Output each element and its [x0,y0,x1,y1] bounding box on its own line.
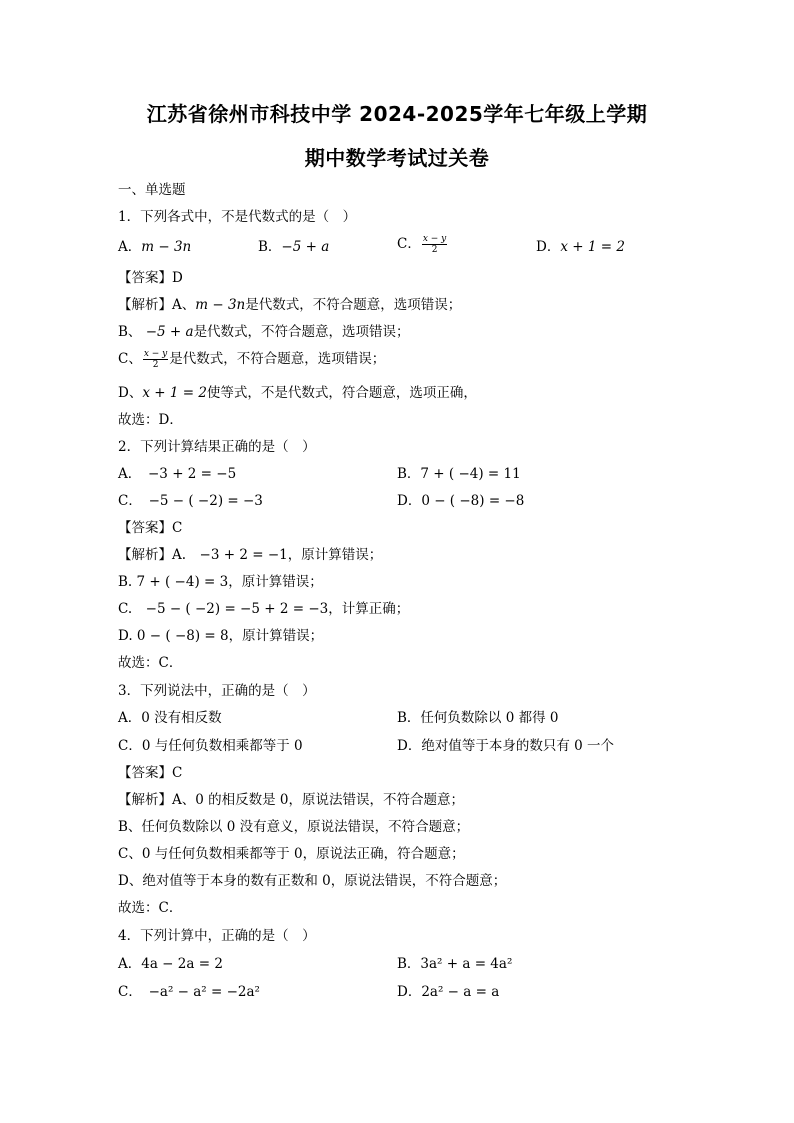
section-heading: 一、单选题 [118,182,186,198]
q2-explanation-2: B. 7 + ( −4) = 3，原计算错误； [118,574,323,590]
q3-option-d: D．绝对值等于本身的数只有 0 一个 [397,738,614,754]
q1-option-a: A．m − 3n [118,239,192,255]
q4-option-a: A．4a − 2a = 2 [118,956,223,972]
q2-explanation-4: D. 0 − ( −8) = 8，原计算错误； [118,628,324,644]
q3-answer: 【答案】C [118,765,183,781]
q1-option-c-fraction: $\frac{x - y}{2}$ [422,234,447,255]
q1-option-d: D．x + 1 = 2 [536,239,625,255]
document-title-line1: 江苏省徐州市科技中学 2024-2025学年七年级上学期 [146,102,648,126]
q2-conclusion: 故选：C． [118,655,183,671]
q2-option-d: D．0 − ( −8) = −8 [397,493,525,509]
q4-option-c: C． −a² − a² = −2a² [118,984,260,1000]
q2-explanation-1: 【解析】A. −3 + 2 = −1，原计算错误； [118,547,383,563]
q3-stem: 3．下列说法中，正确的是（ ） [118,683,316,699]
q1-option-c: C． $\frac{x - y}{2}$ [397,234,447,255]
q2-option-a: A． −3 + 2 = −5 [118,466,237,482]
q1-explanation-4: D、x + 1 = 2使等式，不是代数式，符合题意，选项正确， [118,385,477,401]
q3-option-a: A．0 没有相反数 [118,710,222,726]
q1-option-b: B．−5 + a [258,239,330,255]
q1-explanation-fraction: $\frac{x - y}{2}$ [143,349,168,370]
q2-explanation-3: C. −5 − ( −2) = −5 + 2 = −3，计算正确； [118,601,410,617]
q4-option-b: B．3a² + a = 4a² [397,956,513,972]
document-title-line2: 期中数学考试过关卷 [304,146,490,170]
q1-conclusion: 故选：D． [118,412,183,428]
q3-explanation-2: B、任何负数除以 0 没有意义，原说法错误，不符合题意； [118,819,470,835]
q4-stem: 4．下列计算中，正确的是（ ） [118,928,316,944]
q1-explanation-1: 【解析】A、m − 3n是代数式，不符合题意，选项错误； [118,297,462,313]
q2-option-b: B．7 + ( −4) = 11 [397,466,521,482]
q3-option-b: B．任何负数除以 0 都得 0 [397,710,559,726]
q3-explanation-3: C、0 与任何负数相乘都等于 0，原说法正确，符合题意； [118,846,465,862]
q2-answer: 【答案】C [118,520,183,536]
q1-answer: 【答案】D [118,270,183,286]
q3-explanation-4: D、绝对值等于本身的数有正数和 0，原说法错误，不符合题意； [118,873,507,889]
q1-explanation-2: B、 −5 + a是代数式，不符合题意，选项错误； [118,324,410,340]
q2-option-c: C． −5 − ( −2) = −3 [118,493,263,509]
q4-option-d: D．2a² − a = a [397,984,500,1000]
q3-conclusion: 故选：C． [118,900,183,916]
q3-option-c: C．0 与任何负数相乘都等于 0 [118,738,303,754]
q1-explanation-3: C、 $\frac{x - y}{2}$ 是代数式，不符合题意，选项错误； [118,349,386,370]
q3-explanation-1: 【解析】A、0 的相反数是 0，原说法错误，不符合题意； [118,792,465,808]
q2-stem: 2．下列计算结果正确的是（ ） [118,439,316,455]
q1-stem: 1．下列各式中，不是代数式的是（ ） [118,209,357,225]
